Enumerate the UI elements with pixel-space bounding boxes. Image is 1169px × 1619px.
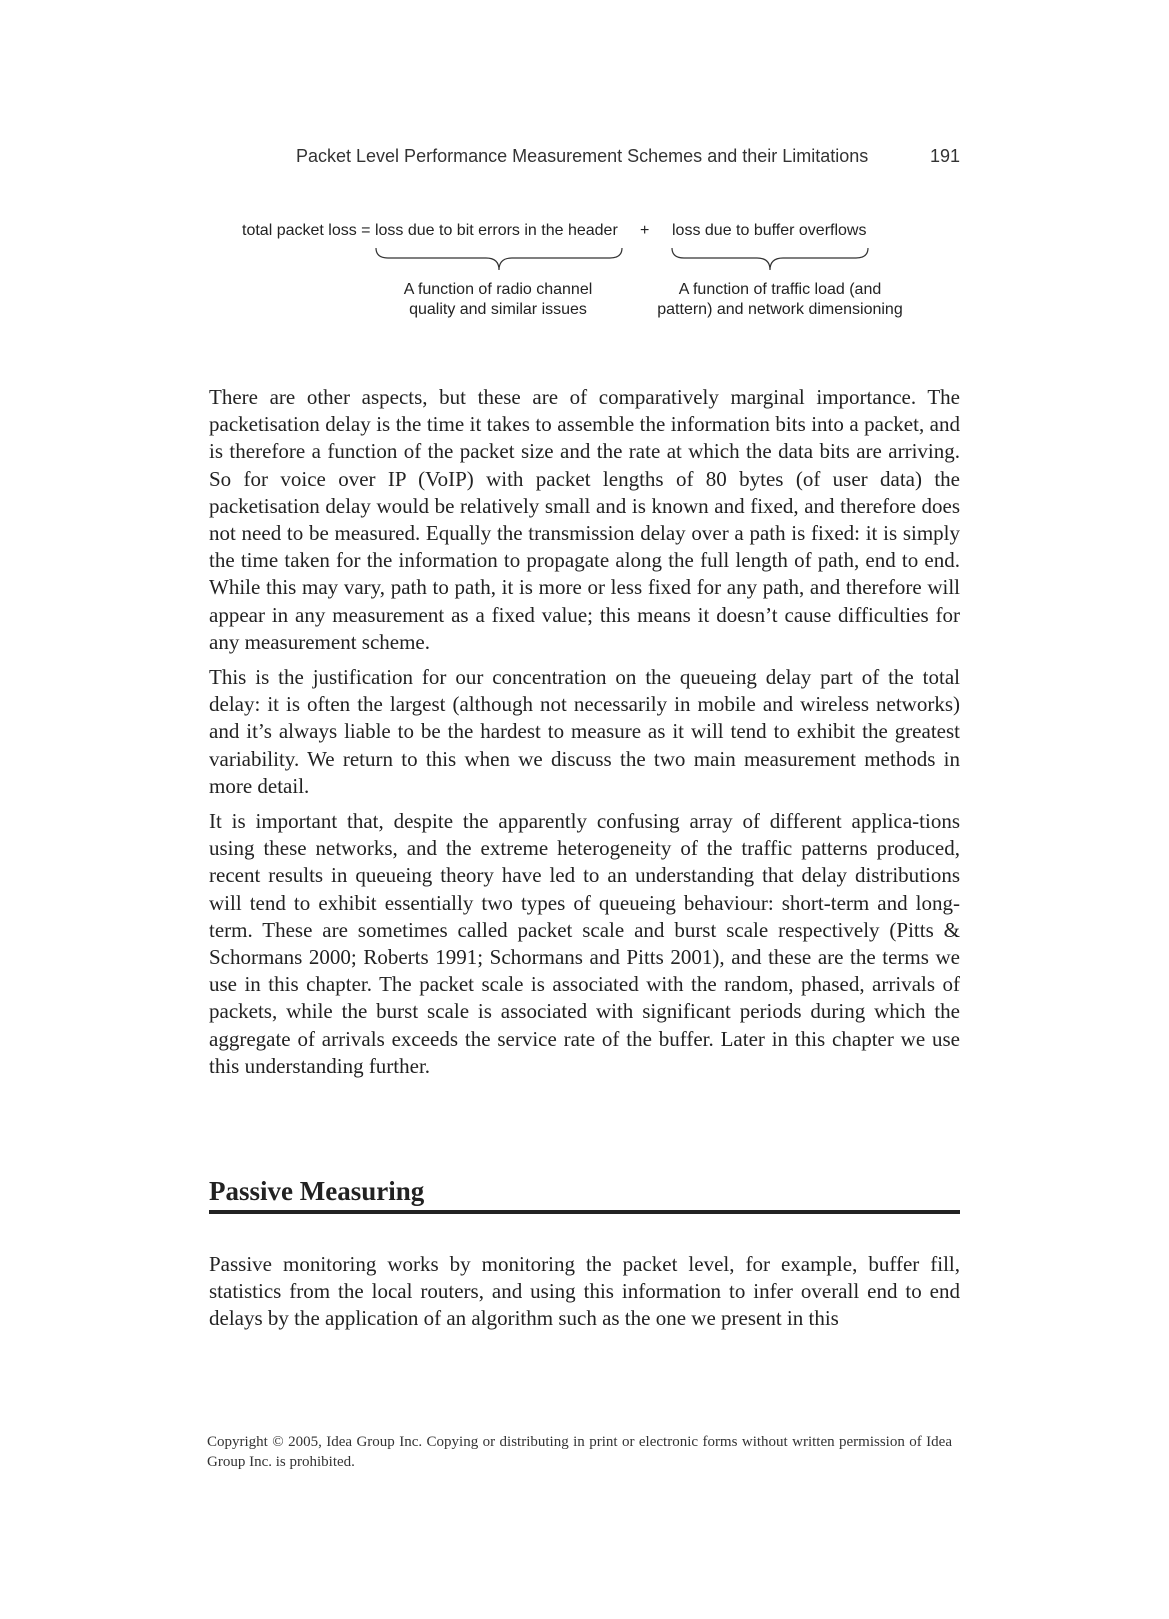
paragraph-1: There are other aspects, but these are of comparatively marginal importance. The packetisation delay is the time it takes to assemble the information bits into a packet, and is therefore a function of the packet size and the rate at which the data bits are arriving. So for voice over IP (VoIP) with packet lengths of 80 bytes (of user data) the packetisation delay would be relatively small and is known and fixed, and therefore does not need to be measured. Equally the transmission delay over a path is fixed: it is simply the time taken for the information to propagate along the full length of path, end to end. While this may vary, path to path, it is more or less fixed for any path, and therefore will appear in any measurement as a fixed value; this means it doesn’t cause difficulties for any measurement scheme. — [209, 385, 960, 654]
left-note-line-1: A function of radio channel — [403, 281, 593, 298]
left-underbrace — [374, 246, 624, 272]
body-text — [209, 384, 960, 1088]
section-body-text — [209, 1251, 960, 1341]
left-brace-note — [398, 280, 598, 320]
section-heading: Passive Measuring — [209, 1176, 960, 1214]
copyright-notice: Copyright © 2005, Idea Group Inc. Copying or distributing in print or electronic forms without written permission of Idea Group Inc. is prohibited. — [207, 1434, 952, 1470]
paragraph-2: This is the justification for our concentration on the queueing delay part of the total delay: it is often the largest (although not necessarily in mobile and wireless networks) and it’s always liable to be the hardest to measure as it will tend to exhibit the greatest variability. We return to this when we discuss the two main measurement methods in more detail. — [209, 665, 960, 798]
running-head — [296, 146, 960, 167]
right-brace-note — [655, 280, 905, 320]
section-paragraph: Passive monitoring works by monitoring the packet level, for example, buffer fill, statistics from the local routers, and using this information to infer overall end to end delays by the application of an algorithm such as the one we present in this — [209, 1252, 960, 1331]
right-note-line-1: A function of traffic load (and — [678, 281, 882, 298]
equation-plus: + — [640, 222, 650, 239]
running-head-title: Packet Level Performance Measurement Schemes and their Limitations — [296, 146, 869, 166]
equation-rhs: loss due to buffer overflows — [672, 222, 867, 239]
equation-lhs: total packet loss = loss due to bit errors in the header — [242, 222, 618, 239]
loss-equation-figure — [230, 220, 950, 330]
left-note-line-2: quality and similar issues — [409, 301, 587, 318]
page-number: 191 — [929, 146, 960, 166]
paragraph-3: It is important that, despite the apparently confusing array of different applica-tions using these networks, and the extreme heterogeneity of the traffic patterns produced, recent results in queueing theory have led to an understanding that delay distributions will tend to exhibit essentially two types of queueing behaviour: short-term and long-term. These are sometimes called packet scale and burst scale respectively (Pitts & Schormans 2000; Roberts 1991; Schormans and Pitts 2001), and these are the terms we use in this chapter. The packet scale is associated with the random, phased, arrivals of packets, while the burst scale is associated with significant periods during which the aggregate of arrivals exceeds the service rate of the buffer. Later in this chapter we use this understanding further. — [209, 809, 960, 1078]
right-note-line-2: pattern) and network dimensioning — [657, 301, 903, 318]
right-underbrace — [670, 246, 870, 272]
